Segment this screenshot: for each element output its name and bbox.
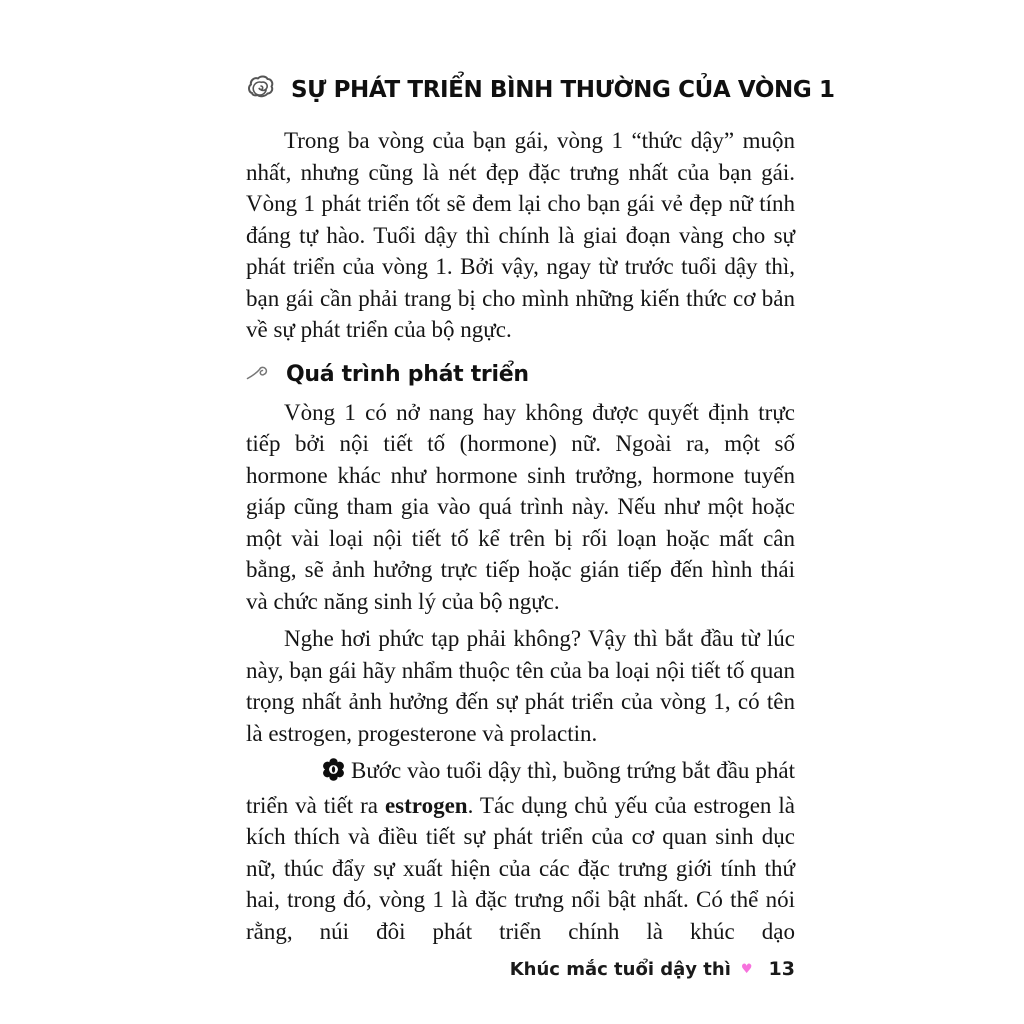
bullet-text-bold-term: estrogen <box>384 792 468 818</box>
page-title: SỰ PHÁT TRIỂN BÌNH THƯỜNG CỦA VÒNG 1 <box>291 76 835 103</box>
bullet-text-before: Bước vào tuổi dậy thì, buồng trứng bắt đầu phát triển và tiết ra <box>246 758 795 818</box>
bullet-text-after: . Tác dụng chủ yếu của estrogen là kích thích và điều tiết sự phát triển của cơ quan sinh dục nữ, thúc đẩy sự xuất hiện của các đặc trưng giới tính thứ hai, trong đó, vòng 1 là đặc trưng nổi bật nhất. Có thể nói rằng, núi đôi phát triển chính là khúc dạo <box>246 792 795 944</box>
spiral-icon <box>246 363 270 386</box>
intro-paragraph: Trong ba vòng của bạn gái, vòng 1 “thức dậy” muộn nhất, nhưng cũng là nét đẹp đặc trưng nhất của bạn gái. Vòng 1 phát triển tốt sẽ đem lại cho bạn gái vẻ đẹp nữ tính đáng tự hào. Tuổi dậy thì chính là giai đoạn vàng cho sự phát triển của vòng 1. Bởi vậy, ngay từ trước tuổi dậy thì, bạn gái cần phải trang bị cho mình những kiến thức cơ bản về sự phát triển của bộ ngực. <box>246 128 795 342</box>
page-content <box>246 74 835 953</box>
footer-book-title: Khúc mắc tuổi dậy thì <box>509 959 731 980</box>
rose-icon <box>246 74 276 105</box>
section-heading: Quá trình phát triển <box>286 361 529 387</box>
heart-icon: ♥ <box>740 961 753 977</box>
page-number: 13 <box>768 958 795 980</box>
chapter-heading-row <box>246 74 835 105</box>
section-paragraph-1: Vòng 1 có nở nang hay không được quyết định trực tiếp bởi nội tiết tố (hormone) nữ. Ngoài ra, một số hormone khác như hormone sinh trưởng, hormone tuyến giáp cũng tham gia vào quá trình này. Nếu như một hoặc một vài loại nội tiết tố kể trên bị rối loạn hoặc mất cân bằng, sẽ ảnh hưởng trực tiếp hoặc gián tiếp đến hình thái và chức năng sinh lý của bộ ngực. <box>246 399 795 614</box>
section-paragraph-2: Nghe hơi phức tạp phải không? Vậy thì bắt đầu từ lúc này, bạn gái hãy nhẩm thuộc tên của ba loại nội tiết tố quan trọng nhất ảnh hưởng đến sự phát triển của vòng 1, có tên là estrogen, progesterone và prolactin. <box>246 626 795 746</box>
page-footer <box>510 958 795 980</box>
section-heading-row <box>246 362 795 387</box>
flower-icon <box>284 758 345 790</box>
bullet-paragraph <box>246 755 795 947</box>
